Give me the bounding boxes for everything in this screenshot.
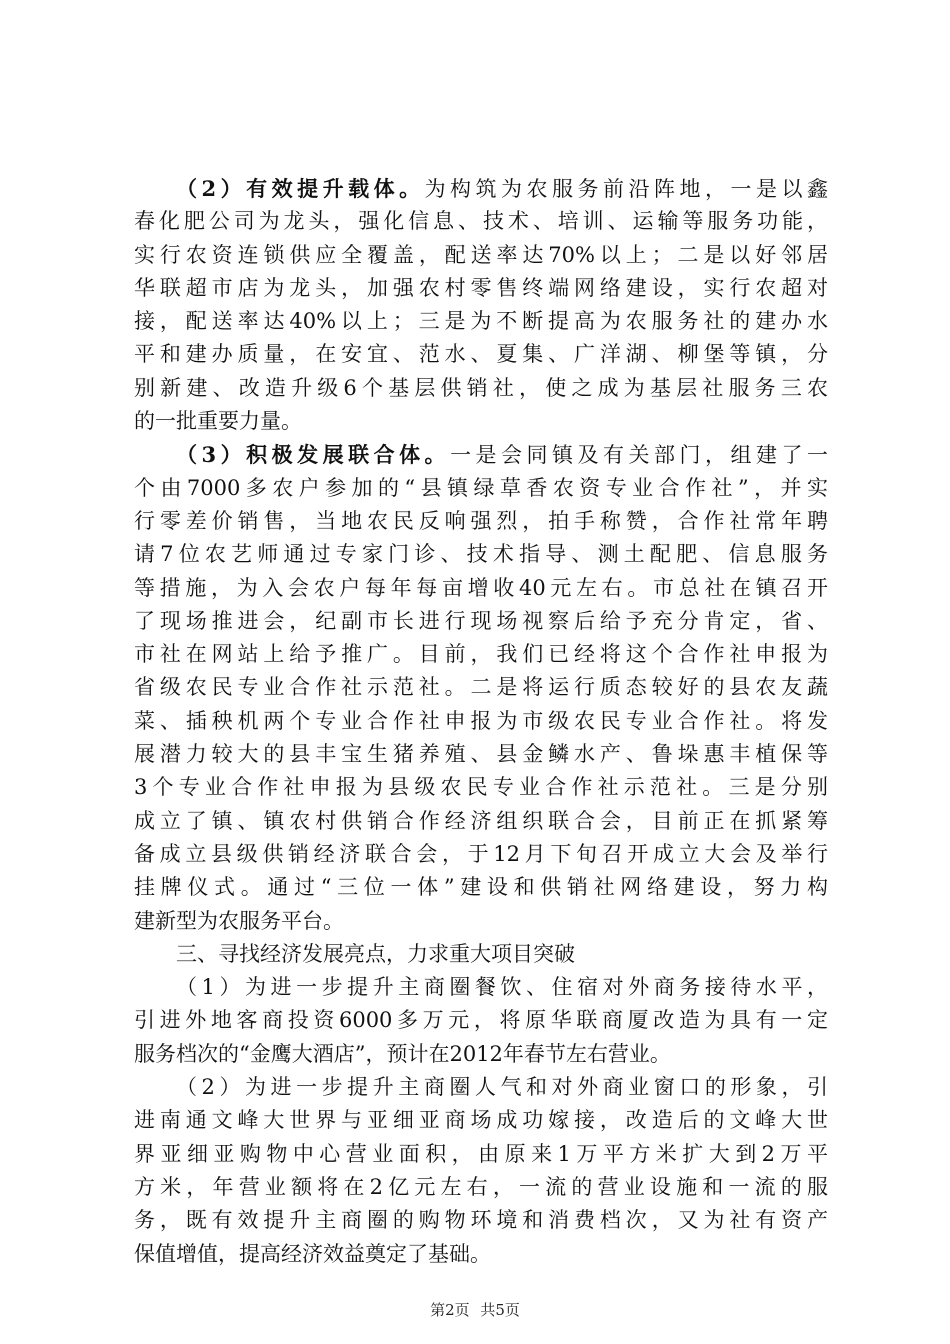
text-line xyxy=(134,1204,828,1237)
page-number: 第2页 xyxy=(430,1301,470,1319)
text-run: 成立了镇、镇农村供销合作经济组织联合会，目前正在抓紧筹 xyxy=(134,808,828,833)
text-run: 界亚细亚购物中心营业面积，由原来1万平方米扩大到2万平 xyxy=(134,1141,828,1166)
text-line xyxy=(134,1004,828,1037)
text-run: 接，配送率达40%以上；三是为不断提高为农服务社的建办水 xyxy=(134,309,828,334)
text-run: 的一批重要力量。 xyxy=(134,409,302,434)
text-run: 等措施，为入会农户每年每亩增收40元左右。市总社在镇召开 xyxy=(134,575,828,600)
heading-run: （2）有效提升载体。 xyxy=(176,176,425,201)
text-line xyxy=(134,1038,828,1071)
text-run: 备成立县级供销经济联合会，于12月下旬召开成立大会及举行 xyxy=(134,841,828,866)
text-run: 建新型为农服务平台。 xyxy=(134,908,344,933)
text-line xyxy=(134,605,828,638)
text-run: 市社在网站上给予推广。目前，我们已经将这个合作社申报为 xyxy=(134,642,828,667)
document-body xyxy=(134,172,828,1271)
text-line xyxy=(134,205,828,238)
text-line xyxy=(134,1171,828,1204)
text-run: 平和建办质量，在安宜、范水、夏集、广洋湖、柳堡等镇，分 xyxy=(134,342,828,367)
text-line xyxy=(134,538,828,571)
text-line xyxy=(134,472,828,505)
text-line xyxy=(134,738,828,771)
text-line xyxy=(134,405,828,438)
text-run: 引进外地客商投资6000多万元，将原华联商厦改造为具有一定 xyxy=(134,1008,828,1033)
text-run: 3个专业合作社申报为县级农民专业合作社示范社。三是分别 xyxy=(134,775,828,800)
text-run: 展潜力较大的县丰宝生猪养殖、县金鳞水产、鲁垛惠丰植保等 xyxy=(134,742,828,767)
text-line xyxy=(134,305,828,338)
text-line xyxy=(134,172,828,205)
page-footer xyxy=(0,1299,950,1320)
text-run: 挂牌仪式。通过“三位一体”建设和供销社网络建设，努力构 xyxy=(134,875,828,900)
text-line xyxy=(134,572,828,605)
text-run: 了现场推进会，纪副市长进行现场视察后给予充分肯定，省、 xyxy=(134,608,828,633)
text-line xyxy=(134,1138,828,1171)
text-line xyxy=(134,671,828,704)
paragraph xyxy=(134,438,828,937)
text-line xyxy=(134,971,828,1004)
text-line xyxy=(134,871,828,904)
page-total: 共5页 xyxy=(480,1301,520,1319)
text-line xyxy=(134,938,828,971)
text-run: 实行农资连锁供应全覆盖，配送率达70%以上；二是以好邻居 xyxy=(134,242,828,267)
paragraph xyxy=(134,971,828,1071)
text-run: 别新建、改造升级6个基层供销社，使之成为基层社服务三农 xyxy=(134,375,828,400)
text-line xyxy=(134,638,828,671)
heading-run: （3）积极发展联合体。 xyxy=(176,442,451,468)
text-run: 请7位农艺师通过专家门诊、技术指导、测土配肥、信息服务 xyxy=(134,542,828,567)
text-run: 一是会同镇及有关部门，组建了一 xyxy=(450,443,828,468)
paragraph xyxy=(134,1071,828,1271)
text-run: 省级农民专业合作社示范社。二是将运行质态较好的县农友蔬 xyxy=(134,675,828,700)
text-run: 个由7000多农户参加的“县镇绿草香农资专业合作社”，并实 xyxy=(134,475,828,500)
text-run: 行零差价销售，当地农民反响强烈，拍手称赞，合作社常年聘 xyxy=(134,508,828,533)
text-line xyxy=(134,1071,828,1104)
text-run: 菜、插秧机两个专业合作社申报为市级农民专业合作社。将发 xyxy=(134,708,828,733)
text-run: 保值增值，提高经济效益奠定了基础。 xyxy=(134,1241,491,1266)
text-line xyxy=(134,905,828,938)
text-line xyxy=(134,372,828,405)
text-run: 春化肥公司为龙头，强化信息、技术、培训、运输等服务功能， xyxy=(134,209,828,234)
paragraph xyxy=(134,938,828,971)
text-run: 三、寻找经济发展亮点，力求重大项目突破 xyxy=(176,941,575,966)
text-line xyxy=(134,705,828,738)
text-line xyxy=(134,438,828,471)
text-run: 进南通文峰大世界与亚细亚商场成功嫁接，改造后的文峰大世 xyxy=(134,1108,828,1133)
text-run: 华联超市店为龙头，加强农村零售终端网络建设，实行农超对 xyxy=(134,275,828,300)
text-run: （2）为进一步提升主商圈人气和对外商业窗口的形象，引 xyxy=(176,1075,828,1100)
text-line xyxy=(134,805,828,838)
text-line xyxy=(134,771,828,804)
text-run: （1）为进一步提升主商圈餐饮、住宿对外商务接待水平， xyxy=(176,975,828,1000)
text-line xyxy=(134,1104,828,1137)
text-line xyxy=(134,1238,828,1271)
text-line xyxy=(134,338,828,371)
text-line xyxy=(134,505,828,538)
text-line xyxy=(134,838,828,871)
text-run: 方米，年营业额将在2亿元左右，一流的营业设施和一流的服 xyxy=(134,1174,828,1199)
text-line xyxy=(134,272,828,305)
text-line xyxy=(134,239,828,272)
text-run: 为构筑为农服务前沿阵地，一是以鑫 xyxy=(424,177,828,201)
text-run: 务，既有效提升主商圈的购物环境和消费档次，又为社有资产 xyxy=(134,1208,828,1233)
paragraph xyxy=(134,172,828,438)
text-run: 服务档次的“金鹰大酒店”，预计在2012年春节左右营业。 xyxy=(134,1041,671,1066)
